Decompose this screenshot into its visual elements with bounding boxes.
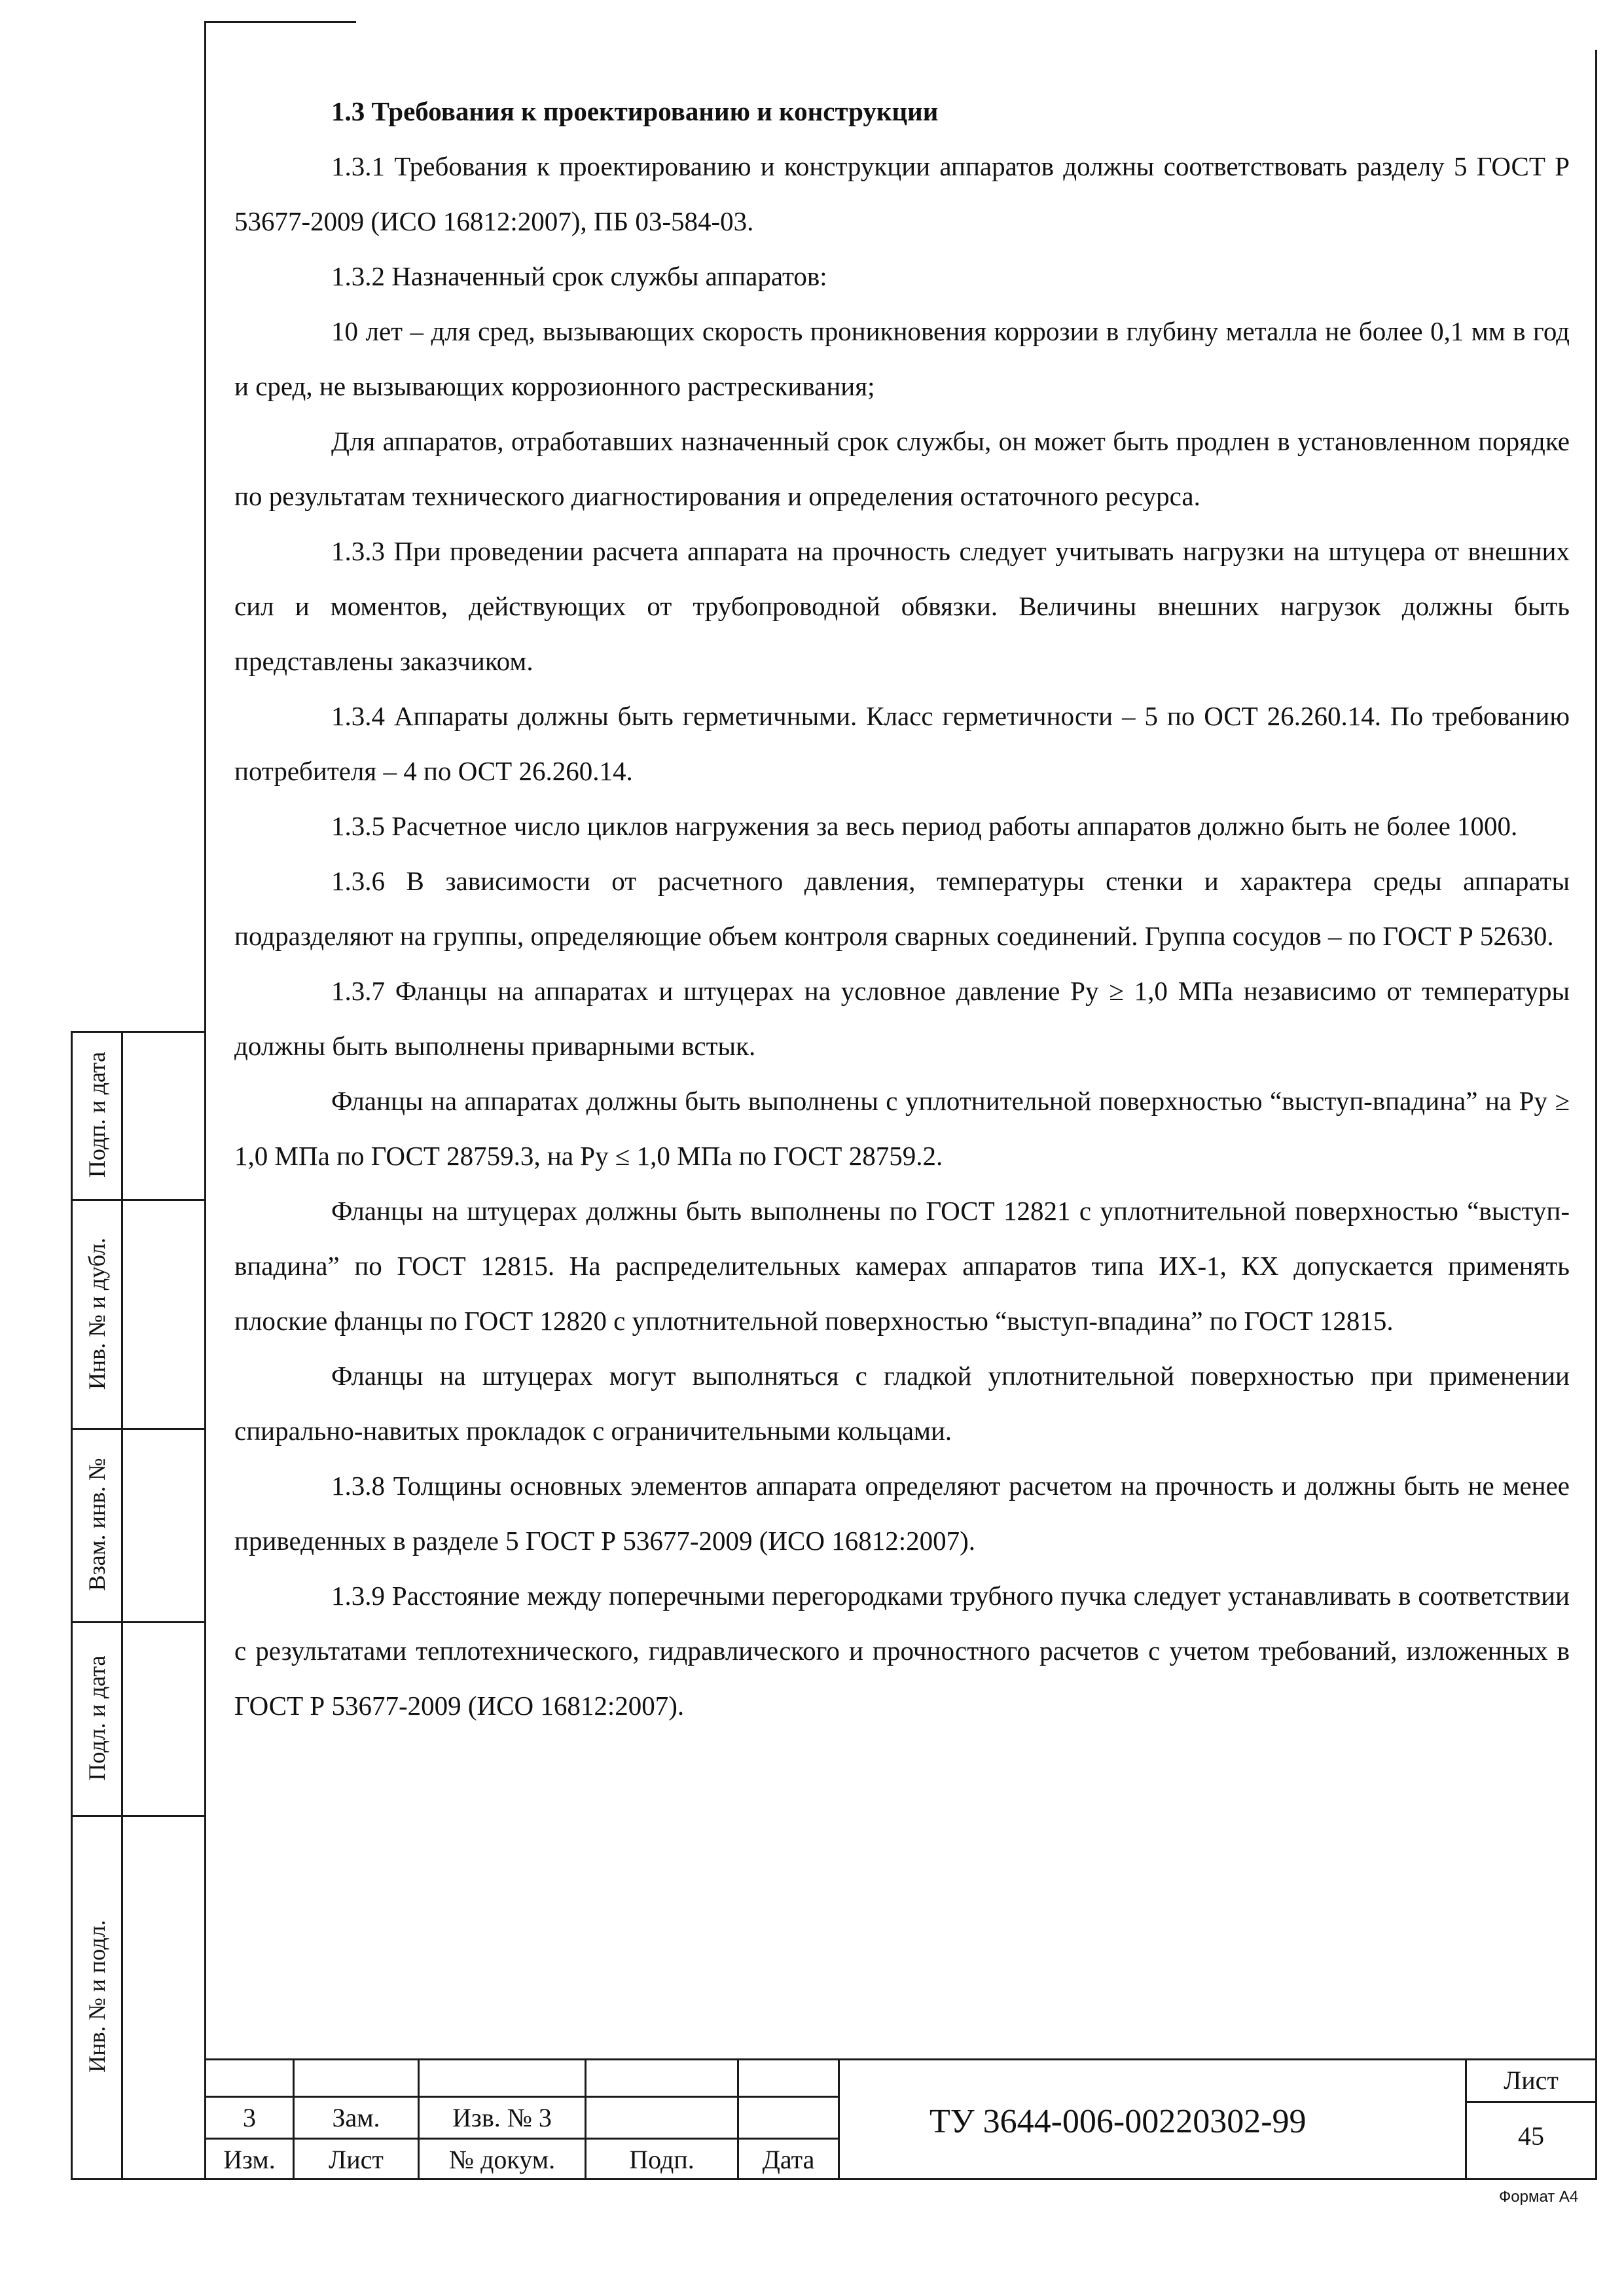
paragraph-1-3-2: 1.3.2 Назначенный срок службы аппаратов:: [331, 261, 827, 291]
tb-header-doc: № докум.: [448, 2145, 556, 2174]
tb-revision-change: Зам.: [332, 2103, 380, 2132]
tb-header-sign: Подп.: [629, 2145, 695, 2174]
frame-right-border: [1595, 50, 1597, 2179]
side-stamp-outer-left: [71, 1031, 73, 2179]
paragraph-1-3-5: 1.3.5 Расчетное число циклов нагружения за весь период работы аппаратов должно быть не более 1000.: [331, 811, 1518, 841]
side-label-inv-podl: Инв. № и подл.: [84, 1920, 110, 2073]
side-label-sign-date: Подп. и дата: [84, 1051, 110, 1178]
side-stamp-div3: [71, 1621, 206, 1623]
paragraph-1-3-1: 1.3.1 Требования к проектированию и конструкции аппаратов должны соответствовать разделу 5 ГОСТ Р 53677-2009 (ИСО 16812:2007), ПБ 03-584-03.: [234, 151, 1570, 236]
paragraph-1-3-6: 1.3.6 В зависимости от расчетного давления, температуры стенки и характера среды аппараты подразделяют на группы, определяющие объем контроля сварных соединений. Группа сосудов – по ГОСТ Р 52630.: [234, 866, 1570, 951]
paragraph-1-3-8: 1.3.8 Толщины основных элементов аппарата определяют расчетом на прочность и должны быть не менее приведенных в разделе 5 ГОСТ Р 53677-2009 (ИСО 16812:2007).: [234, 1471, 1570, 1556]
side-stamp-div4: [71, 1815, 206, 1817]
tb-header-date: Дата: [762, 2145, 815, 2174]
side-stamp-div2: [71, 1428, 206, 1430]
tb-header-izm: Изм.: [223, 2145, 276, 2174]
section-heading: 1.3 Требования к проектированию и конструкции: [331, 96, 939, 126]
frame-left-border: [204, 21, 206, 2179]
tb-sheet-label: Лист: [1504, 2066, 1559, 2095]
tb-col-line-5: [838, 2058, 840, 2179]
tb-top-line: [204, 2058, 1597, 2060]
frame-top-stub: [204, 21, 356, 23]
paragraph-service-extension: Для аппаратов, отработавших назначенный срок службы, он может быть продлен в установленном порядке по результатам технического диагностирования и определения остаточного ресурса.: [234, 426, 1570, 511]
paragraph-1-3-7: 1.3.7 Фланцы на аппаратах и штуцерах на условное давление Ру ≥ 1,0 МПа независимо от температуры должны быть выполнены приварными встык.: [234, 976, 1570, 1061]
section-body: [234, 84, 1570, 1733]
tb-row-line-2: [204, 2138, 839, 2140]
tb-document-code: ТУ 3644-006-00220302-99: [929, 2103, 1307, 2140]
tb-row-line-1: [204, 2096, 839, 2098]
paragraph-1-3-3: 1.3.3 При проведении расчета аппарата на прочность следует учитывать нагрузки на штуцера от внешних сил и моментов, действующих от трубопроводной обвязки. Величины внешних нагрузок должны быть представлены заказчиком.: [234, 536, 1570, 676]
side-label-vzam-inv: Взам. инв. №: [84, 1458, 110, 1591]
paragraph-service-life: 10 лет – для сред, вызывающих скорость проникновения коррозии в глубину металла не более 0,1 мм в год и сред, не вызывающих коррозионного растрескивания;: [234, 316, 1570, 401]
tb-revision-doc: Изв. № 3: [452, 2103, 552, 2132]
paragraph-1-3-4: 1.3.4 Аппараты должны быть герметичными. Класс герметичности – 5 по ОСТ 26.260.14. По требованию потребителя – 4 по ОСТ 26.260.14.: [234, 701, 1570, 786]
paragraph-flanges-nozzles: Фланцы на штуцерах должны быть выполнены по ГОСТ 12821 с уплотнительной поверхностью “выступ-впадина” по ГОСТ 12815. На распределительных камерах аппаратов типа ИХ-1, КХ допускается применять плоские фланцы по ГОСТ 12820 с уплотнительной поверхностью “выступ-впадина” по ГОСТ 12815.: [234, 1196, 1570, 1336]
side-stamp-div1: [71, 1199, 206, 1201]
format-label: Формат А4: [1499, 2188, 1579, 2206]
paragraph-flanges-smooth: Фланцы на штуцерах могут выполняться с гладкой уплотнительной поверхностью при применении спирально-навитых прокладок с ограничительными кольцами.: [234, 1361, 1570, 1446]
tb-sheet-line: [1465, 2101, 1597, 2103]
side-label-podl-date: Подл. и дата: [84, 1655, 110, 1781]
tb-sheet-number: 45: [1518, 2121, 1544, 2151]
side-label-inv-dubl: Инв. № и дубл.: [84, 1237, 110, 1390]
side-stamp-inner: [121, 1031, 123, 2179]
tb-header-list: Лист: [329, 2145, 384, 2174]
paragraph-1-3-9: 1.3.9 Расстояние между поперечными перегородками трубного пучка следует устанавливать в соответствии с результатами теплотехнического, гидравлического и прочностного расчетов с учетом требований, изложенных в ГОСТ Р 53677-2009 (ИСО 16812:2007).: [234, 1581, 1570, 1721]
paragraph-flanges-apparatus: Фланцы на аппаратах должны быть выполнены с уплотнительной поверхностью “выступ-впадина” на Ру ≥ 1,0 МПа по ГОСТ 28759.3, на Ру ≤ 1,0 МПа по ГОСТ 28759.2.: [234, 1086, 1570, 1171]
tb-revision-number: 3: [243, 2103, 256, 2132]
frame-bottom-border: [71, 2178, 1597, 2180]
